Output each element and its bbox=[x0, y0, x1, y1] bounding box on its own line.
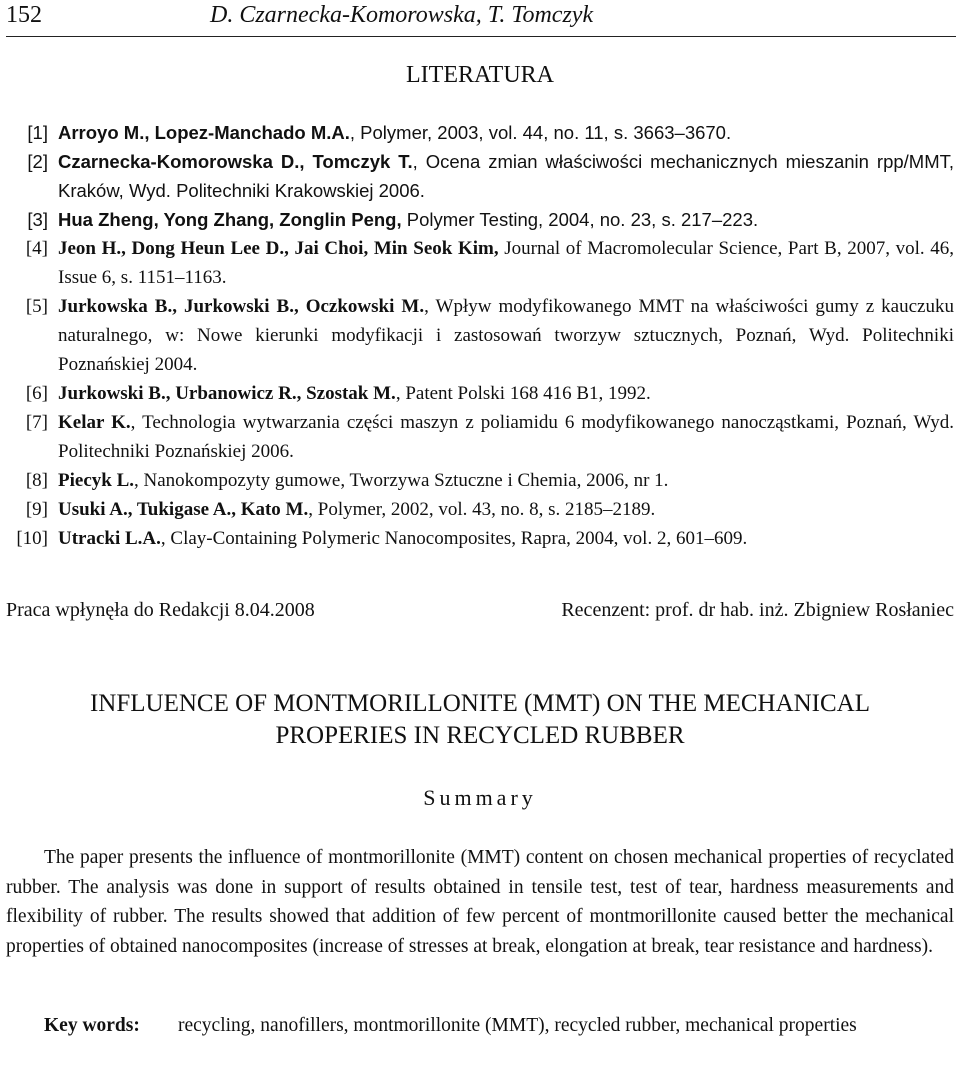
reference-details: , Wpływ modyfikowanego MMT na właściwości gumy z kauczuku naturalnego, w: Nowe kierunki modyfikacji i zastosowań tworzyw sztucznych, Poznań, Wyd. Politechniki Poznańskiej 2004. bbox=[58, 296, 954, 375]
keywords bbox=[44, 1012, 954, 1040]
reference-item bbox=[6, 118, 954, 147]
reference-item bbox=[6, 147, 954, 205]
reference-authors: Jurkowska B., Jurkowski B., Oczkowski M. bbox=[58, 296, 425, 317]
reference-number: [6] bbox=[25, 383, 48, 404]
reference-item bbox=[6, 495, 954, 524]
reference-item bbox=[6, 234, 954, 292]
reference-authors: Arroyo M., Lopez-Manchado M.A. bbox=[58, 122, 350, 143]
english-title-line: PROPERIES IN RECYCLED RUBBER bbox=[275, 722, 685, 749]
reference-number: [8] bbox=[25, 470, 48, 491]
reference-authors: Piecyk L. bbox=[58, 470, 134, 491]
reference-details: Polymer Testing, 2004, no. 23, s. 217–223. bbox=[401, 209, 759, 230]
running-title: D. Czarnecka-Komorowska, T. Tomczyk bbox=[210, 2, 594, 28]
reference-number: [3] bbox=[27, 209, 48, 230]
reference-number: [10] bbox=[16, 528, 48, 549]
reference-details: , Nanokompozyty gumowe, Tworzywa Sztuczne i Chemia, 2006, nr 1. bbox=[134, 470, 669, 491]
reviewer: Recenzent: prof. dr hab. inż. Zbigniew Rosłaniec bbox=[561, 599, 954, 621]
reference-number: [1] bbox=[27, 122, 48, 143]
reference-authors: Hua Zheng, Yong Zhang, Zonglin Peng, bbox=[58, 209, 402, 230]
reference-details: , Clay-Containing Polymeric Nanocomposites, Rapra, 2004, vol. 2, 601–609. bbox=[160, 528, 748, 549]
reference-details: , Ocena zmian właściwości mechanicznych mieszanin rpp/MMT, Kraków, Wyd. Politechniki Krakowskiej 2006. bbox=[58, 151, 954, 201]
reference-details: Journal of Macromolecular Science, Part B, 2007, vol. 46, Issue 6, s. 1151–1163. bbox=[58, 238, 954, 288]
reference-number: [5] bbox=[25, 296, 48, 317]
reference-item bbox=[6, 524, 954, 553]
reference-item bbox=[6, 292, 954, 379]
reference-number: [7] bbox=[25, 412, 48, 433]
reference-authors: Usuki A., Tukigase A., Kato M. bbox=[58, 499, 309, 520]
reference-authors: Utracki L.A. bbox=[58, 528, 161, 549]
reference-authors: Jeon H., Dong Heun Lee D., Jai Choi, Min Seok Kim, bbox=[58, 238, 499, 259]
page-number: 152 bbox=[6, 2, 42, 28]
summary-text: The paper presents the influence of montmorillonite (MMT) content on chosen mechanical properties of recyclated rubber. The analysis was done in support of results obtained in tensile test, test of tear, hardness measurements and flexibility of rubber. The results showed that addition of few percent of montmorillonite caused better the mechanical properties of obtained nanocomposites (increase of stresses at break, elongation at break, tear resistance and hardness). bbox=[6, 847, 954, 957]
english-title bbox=[0, 688, 960, 752]
reference-number: [2] bbox=[27, 151, 48, 172]
reference-item bbox=[6, 379, 954, 408]
reference-authors: Jurkowski B., Urbanowicz R., Szostak M. bbox=[58, 383, 396, 404]
running-header bbox=[6, 0, 956, 37]
reference-item bbox=[6, 205, 954, 234]
reference-details: , Patent Polski 168 416 B1, 1992. bbox=[395, 383, 651, 404]
reference-list bbox=[6, 118, 954, 553]
literature-heading: LITERATURA bbox=[406, 62, 554, 88]
summary-heading: Summary bbox=[423, 785, 537, 810]
reference-details: , Technologia wytwarzania części maszyn z poliamidu 6 modyfikowanego nanocząstkami, Poznań, Wyd. Politechniki Poznańskiej 2006. bbox=[58, 412, 954, 462]
reference-details: , Polymer, 2002, vol. 43, no. 8, s. 2185–2189. bbox=[308, 499, 656, 520]
received-date: Praca wpłynęła do Redakcji 8.04.2008 bbox=[6, 599, 315, 621]
reference-item bbox=[6, 408, 954, 466]
reference-number: [9] bbox=[25, 499, 48, 520]
english-title-line: INFLUENCE OF MONTMORILLONITE (MMT) ON THE MECHANICAL bbox=[89, 690, 871, 717]
reference-authors: Kelar K. bbox=[58, 412, 131, 433]
reference-item bbox=[6, 466, 954, 495]
keywords-text: recycling, nanofillers, montmorillonite (MMT), recycled rubber, mechanical properties bbox=[178, 1015, 857, 1036]
reference-details: , Polymer, 2003, vol. 44, no. 11, s. 3663–3670. bbox=[349, 122, 732, 143]
reference-number: [4] bbox=[25, 238, 48, 259]
keywords-label: Key words: bbox=[44, 1015, 140, 1036]
reference-authors: Czarnecka-Komorowska D., Tomczyk T. bbox=[58, 151, 413, 172]
